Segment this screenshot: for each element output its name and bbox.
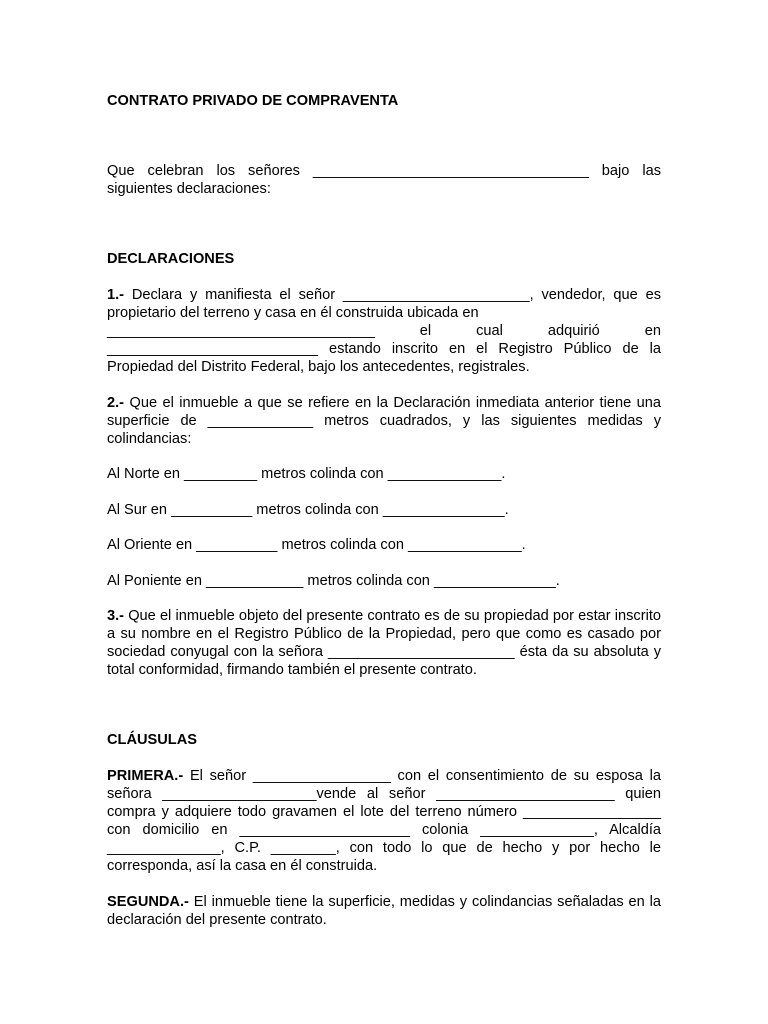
- declaracion-3-number: 3.-: [107, 608, 125, 624]
- declaracion-1-text-a: Declara y manifiesta el señor _______________________, vendedor, que es propietario del terreno y casa en él construida ubicada en: [107, 287, 661, 321]
- clausula-segunda-label: SEGUNDA.-: [107, 893, 189, 910]
- colindancia-poniente: Al Poniente en ____________ metros colinda con _______________.: [107, 572, 560, 589]
- document-title: CONTRATO PRIVADO DE COMPRAVENTA: [107, 93, 399, 109]
- declaracion-1: [107, 286, 661, 376]
- clausula-primera: [107, 767, 661, 875]
- intro-paragraph: Que celebran los señores __________________________________ bajo las siguientes declaraciones:: [107, 163, 661, 197]
- declaracion-1-word-en: en: [644, 323, 661, 339]
- declaracion-2-text: Que el inmueble a que se refiere en la Declaración inmediata anterior tiene una superficie de _____________ metros cuadrados, y las siguientes medidas y colindancias:: [107, 394, 661, 447]
- clausula-segunda-text: El inmueble tiene la superficie, medidas y colindancias señaladas en la declaración del presente contrato.: [107, 893, 661, 928]
- colindancia-oriente: Al Oriente en __________ metros colinda con ______________.: [107, 537, 526, 553]
- declaracion-1-blank: _________________________________: [107, 323, 375, 339]
- declaracion-1-justified-line: [107, 322, 661, 340]
- contract-body: [107, 92, 661, 929]
- colindancia-norte: Al Norte en _________ metros colinda con ______________.: [107, 466, 506, 482]
- declaracion-1-word-cual: cual: [476, 323, 503, 339]
- declaracion-1-number: 1.-: [107, 287, 125, 303]
- clausula-segunda: [107, 893, 661, 929]
- clausula-primera-label: PRIMERA.-: [107, 768, 184, 784]
- colindancia-sur: Al Sur en __________ metros colinda con _______________.: [107, 501, 509, 518]
- clausulas-heading: CLÁUSULAS: [107, 732, 197, 748]
- declaracion-1-word-el: el: [419, 323, 432, 339]
- declaracion-1-text-c: __________________________ estando inscrito en el Registro Público de la Propiedad del Distrito Federal, bajo los antecedentes, registrales.: [107, 341, 661, 375]
- declaraciones-heading: DECLARACIONES: [107, 251, 235, 267]
- declaracion-2-number: 2.-: [107, 394, 125, 411]
- declaracion-3-text: Que el inmueble objeto del presente contrato es de su propiedad por estar inscrito a su nombre en el Registro Público de la Propiedad, pero que como es casado por sociedad conyugal con la señora _______________________ ésta da su absoluta y total conformidad, firmando también el presente contrato.: [107, 608, 661, 678]
- declaracion-3: [107, 607, 661, 679]
- declaracion-1-word-adquirio: adquirió: [547, 323, 600, 339]
- clausula-primera-text: El señor _________________ con el consentimiento de su esposa la señora ___________________vende al señor ______________________ quien compra y adquiere todo gravamen el lote del terreno número _________________ con domicilio en _____________________ colonia ______________, Alcaldía ______________, C.P. ________, con todo lo que de hecho y por hecho le corresponda, así la casa en él construida.: [107, 768, 661, 874]
- declaracion-2: [107, 394, 661, 448]
